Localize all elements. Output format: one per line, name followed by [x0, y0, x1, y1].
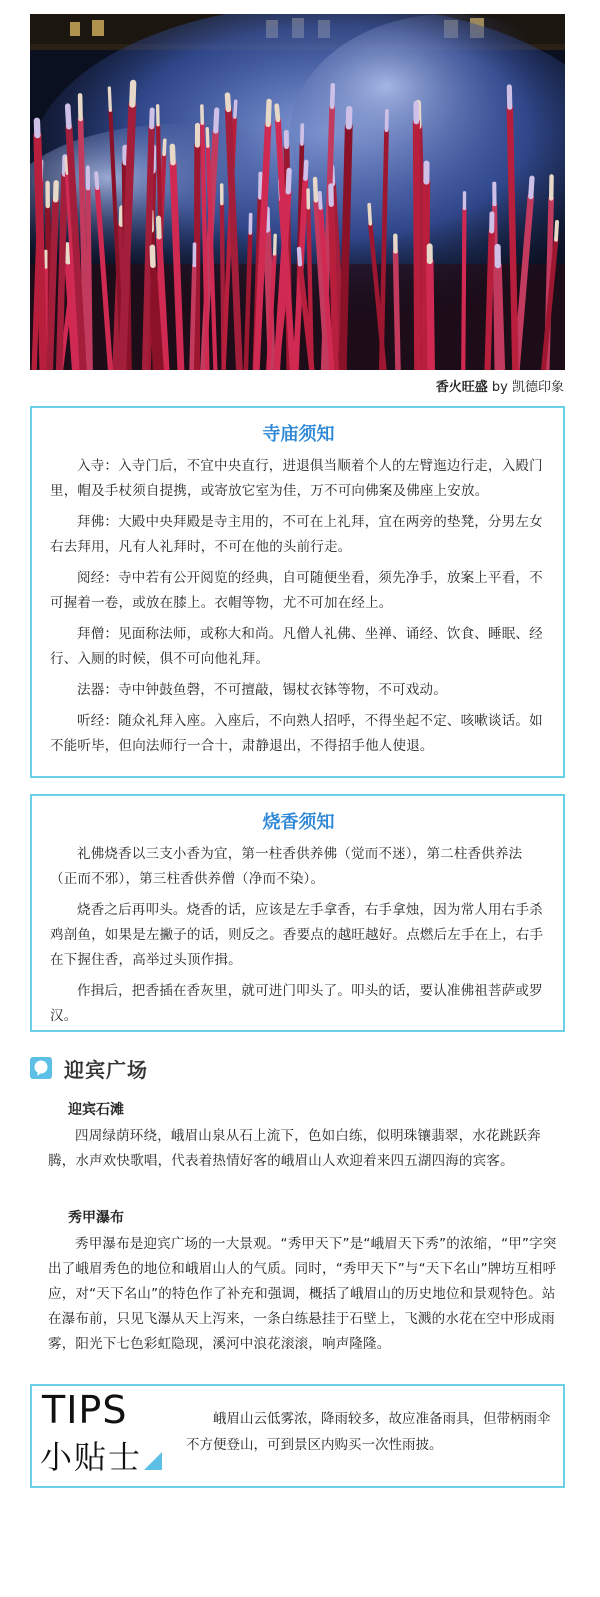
- temple-rules-title: 寺庙须知: [262, 424, 335, 445]
- incense-rules-title: 烧香须知: [262, 812, 335, 833]
- incense-rule-paragraph: 烧香之后再叩头。烧香的话，应该是左手拿香，右手拿烛，因为常人用右手杀鸡剖鱼，如果是左撇子的话，则反之。香要点的越旺越好。点燃后左手在上，右手在下握住香，高举过头顶作揖。: [50, 902, 544, 968]
- section-title: 迎宾广场: [64, 1057, 148, 1082]
- sub-section-title: 秀甲瀑布: [68, 1210, 124, 1226]
- corner-triangle-icon: [144, 1452, 162, 1470]
- incense-photo: [30, 14, 565, 370]
- tips-badge-zh: 小贴士: [40, 1438, 143, 1476]
- incense-rule-paragraph: 礼佛烧香以三支小香为宜，第一柱香供养佛（觉而不迷），第二柱香供养法（正而不邪），第三柱香供养僧（净而不染）。: [50, 846, 523, 887]
- sub-section-text: 秀甲瀑布是迎宾广场的一大景观。“秀甲天下”是“峨眉天下秀”的浓缩，“甲”字突出了峨眉秀色的地位和峨眉山人的气质。同时，“秀甲天下”与“天下名山”牌坊互相呼应，对“天下名山”的特色作了补充和强调，概括了峨眉山的历史地位和景观特色。站在瀑布前，只见飞瀑从天上泻来，一条白练悬挂于石壁上，飞溅的水花在空中形成雨雾，阳光下七色彩虹隐现，溪河中浪花滚滚，响声隆隆。: [48, 1236, 557, 1352]
- incense-sticks-image: [30, 14, 565, 370]
- temple-rule-paragraph: 听经：随众礼拜入座。入座后，不向熟人招呼，不得坐起不定、咳嗽谈话。如不能听毕，但向法师行一合十，肃静退出，不得招手他人使退。: [50, 713, 543, 754]
- section-header: [30, 1054, 148, 1082]
- temple-rule-paragraph: 拜佛：大殿中央拜殿是寺主用的，不可在上礼拜，宜在两旁的垫凳，分男左女右去拜用，凡有人礼拜时，不可在他的头前行走。: [50, 514, 543, 555]
- tips-badge-en: TIPS: [42, 1388, 128, 1432]
- temple-rule-paragraph: 法器：寺中钟鼓鱼磬，不可擅敲，锡杖衣钵等物，不可戏动。: [77, 682, 447, 698]
- temple-rule-paragraph: 拜僧：见面称法师，或称大和尚。凡僧人礼佛、坐禅、诵经、饮食、睡眠、经行、入厕的时候，俱不可向他礼拜。: [50, 626, 543, 667]
- photo-caption: [436, 376, 564, 395]
- speech-bubble-icon: [30, 1057, 52, 1079]
- temple-rule-paragraph: 入寺：入寺门后，不宜中央直行，进退俱当顺着个人的左臂迤边行走，入殿门里，帽及手杖须自提携，或寄放它室为佳，万不可向佛案及佛座上安放。: [50, 458, 543, 499]
- temple-rules-box: [30, 406, 565, 778]
- sub-section-waterfall: [48, 1206, 558, 1357]
- tips-box: [30, 1384, 565, 1488]
- tips-text: 峨眉山云低雾浓，降雨较多，故应准备雨具，但带柄雨伞不方便登山，可到景区内购买一次性雨披。: [186, 1411, 551, 1453]
- caption-title: 香火旺盛: [435, 380, 488, 395]
- sub-section-text: 四周绿荫环绕，峨眉山泉从石上流下，色如白练，似明珠镶翡翠，水花跳跃奔腾，水声欢快歌唱，代表着热情好客的峨眉山人欢迎着来四五湖四海的宾客。: [48, 1128, 541, 1169]
- incense-rules-box: [30, 794, 565, 1032]
- tips-badge: [38, 1390, 178, 1478]
- sub-section-title: 迎宾石滩: [68, 1102, 124, 1118]
- caption-credit: by 凯德印象: [487, 380, 564, 395]
- sub-section-welcome-rocks: [48, 1098, 558, 1174]
- temple-rule-paragraph: 阅经：寺中若有公开阅览的经典，自可随便坐看，须先净手，放案上平看，不可握着一卷，或放在膝上。衣帽等物，尤不可加在经上。: [50, 570, 543, 611]
- incense-rule-paragraph: 作揖后，把香插在香灰里，就可进门叩头了。叩头的话，要认准佛祖菩萨或罗汉。: [50, 983, 543, 1024]
